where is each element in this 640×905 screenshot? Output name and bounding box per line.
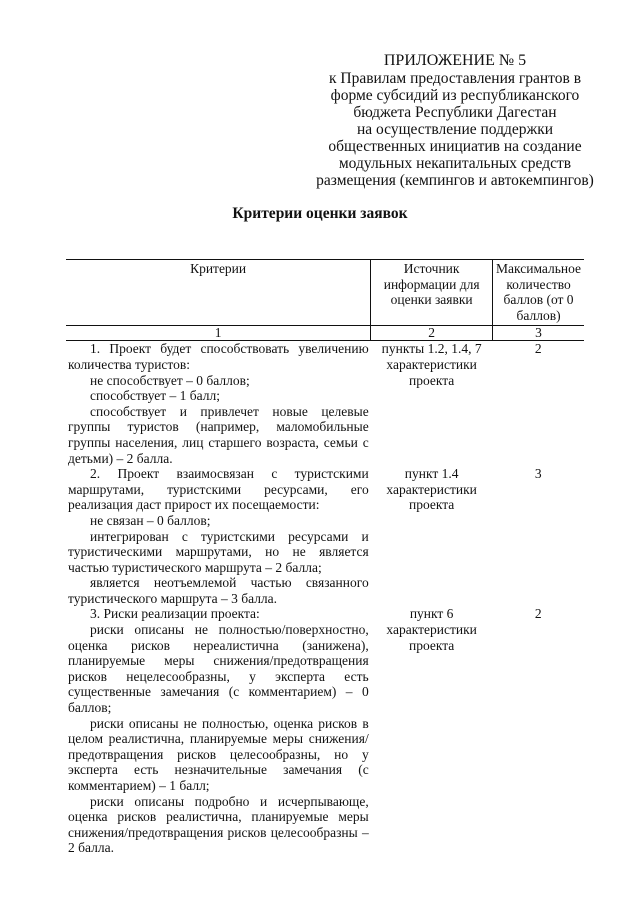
criterion-cell — [66, 466, 371, 606]
column-header-source: Источник информации для оценки заявки — [371, 260, 493, 326]
appendix-line: модульных некапитальных средств — [338, 155, 572, 172]
source-cell: пункты 1.2, 1.4, 7 характеристики проекта — [381, 341, 482, 388]
document-title: Критерии оценки заявок — [232, 205, 408, 222]
criterion-option: не способствует – 0 баллов; — [90, 372, 250, 388]
criterion-option: способствует – 1 балл; — [90, 388, 221, 404]
column-header-criteria: Критерии — [66, 260, 371, 326]
appendix-line: общественных инициатив на создание — [328, 138, 582, 155]
column-header-max-score: Максимальное количество баллов (от 0 баллов) — [493, 260, 584, 326]
criterion-title: 2. Проект взаимосвязан с туристскими маршрутами, туристскими ресурсами, его реализация даст прирост их посещаемости: — [68, 466, 369, 513]
criterion-option: не связан – 0 баллов; — [90, 512, 211, 528]
criterion-option: риски описаны не полностью/поверхностно, оценка рисков нереалистична (занижена), планируемые меры снижения/предотвращения рисков нецелесообразны, у эксперта есть существенные замечания (с комментарием) – 0 баллов; — [68, 622, 369, 716]
criterion-title: 3. Риски реализации проекта: — [90, 606, 260, 622]
appendix-number: ПРИЛОЖЕНИЕ № 5 — [383, 52, 527, 69]
max-score-cell: 2 — [534, 341, 542, 357]
appendix-header — [300, 52, 610, 189]
table-header-row — [66, 260, 584, 326]
table-row — [66, 341, 584, 466]
criterion-option: риски описаны подробно и исчерпывающе, оценка рисков реалистична, планируемые меры снижения/предотвращения рисков целесообразны – 2 балла. — [68, 793, 369, 856]
column-number: 2 — [371, 326, 493, 341]
appendix-line: на осуществление поддержки — [356, 121, 554, 138]
column-number-row — [66, 326, 584, 341]
criterion-option: способствует и привлечет новые целевые группы туристов (например, маломобильные группы населения, лиц старшего возраста, семьи с детьми) – 2 балла. — [68, 403, 369, 466]
source-cell: пункт 1.4 характеристики проекта — [386, 466, 477, 513]
criteria-table — [66, 259, 584, 856]
column-number: 1 — [66, 326, 371, 341]
max-score-cell: 3 — [534, 466, 542, 482]
source-cell: пункт 6 характеристики проекта — [386, 606, 477, 653]
criterion-title: 1. Проект будет способствовать увеличению количества туристов: — [68, 341, 369, 372]
table-row — [66, 606, 584, 856]
criterion-option: является неотъемлемой частью связанного туристического маршрута – 3 балла. — [68, 575, 369, 606]
appendix-line: к Правилам предоставления грантов в — [328, 70, 582, 87]
criterion-option: риски описаны не полностью, оценка рисков в целом реалистична, планируемые меры снижения/предотвращения рисков целесообразны, но у эксперта есть незначительные замечания (с комментарием) – 1 балл; — [68, 715, 369, 793]
criterion-cell — [66, 606, 371, 856]
appendix-line: бюджета Республики Дагестан — [353, 104, 557, 121]
column-number: 3 — [493, 326, 584, 341]
table-row — [66, 466, 584, 606]
criterion-option: интегрирован с туристскими ресурсами и туристическими маршрутами, но не является частью туристического маршрута – 2 балла; — [68, 528, 369, 575]
criterion-cell — [66, 341, 371, 466]
max-score-cell: 2 — [534, 606, 542, 622]
appendix-line: форме субсидий из республиканского — [330, 87, 580, 104]
appendix-line: размещения (кемпингов и автокемпингов) — [316, 172, 594, 189]
